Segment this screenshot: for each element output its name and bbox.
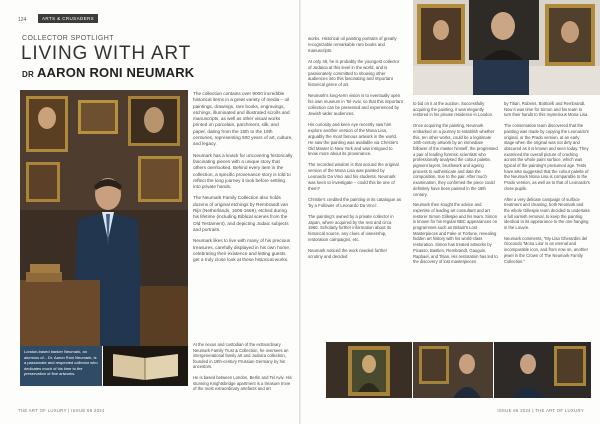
paragraph: Christie's credited the painting in its catalogue as 'by a Follower of Leonardo Da Vinci'. xyxy=(308,196,402,208)
section-tag: ARTS & CRUSADERS xyxy=(38,14,98,23)
paragraph: After a very delicate campaign of surface treatment and cleaning, both Neumark and the whole Gillespie team decided to undertake a full varnish removal, to keep the painting identical to its appearance to the one hanging in the Louvre. xyxy=(504,196,590,231)
restorer-photo xyxy=(413,342,493,398)
footer-right: ISSUE 66 2024 | THE ART OF LUXURY xyxy=(497,408,584,413)
column-3 xyxy=(413,101,498,270)
column-4 xyxy=(504,101,590,269)
paragraph: to bid on it at the auction. Successfully acquiring the painting, it was elegantly restored in his private residence in London. xyxy=(413,101,494,118)
subject-name xyxy=(22,65,194,80)
column-1 xyxy=(193,91,293,268)
paragraph: Neumark likes to live with many of his precious treasures, carefully displayed in his own home, celebrating their existence and letting guests get a truly close look at these historical works. xyxy=(193,238,291,263)
footer-left: THE ART OF LUXURY | ISSUE 66 2024 xyxy=(18,408,105,413)
paragraph: Neumark has a knack for uncovering historically fascinating pieces with a unique story that others overlooked. Behind every item in the collection, a specific provenance story is told to reflect the long journey it took before settling into private hands. xyxy=(193,152,293,190)
paragraph: His curiosity and keen eye recently saw him explore another version of the Mona Lisa, arguably the most famous artwork in the world. He saw the painting was available via Christie's Old Master in New York and was intrigued to know more about its provenance. xyxy=(308,121,399,157)
paragraph: works. Historical oil painting portraits of greatly recognizable remarkable rare books and manuscripts. xyxy=(308,36,397,53)
mona-lisa-photo xyxy=(326,342,412,398)
paragraph: Neumark comments, "My Lisa Gherardini del Giocondo 'Mona Lisa' is an eternal and incomparable icon, and from now on, another jewel in the Crown of The Neumark Family Collection." xyxy=(504,235,589,264)
name-text: AARON RONI NEUMARK xyxy=(36,65,195,80)
paragraph: At only 48, he is probably the youngest collector of Judaica at this level in the world, and is passionately committed to showing other audiences into this fascinating and important historical genre of art. xyxy=(308,58,400,88)
paragraph: The conservation team discovered that the painting was made by copying the Leonardo's original, or the Prado version, at an early stage when the original was not dirty and obscured as it is known and seen today. They examined the overall picture of cracking across the whole paint surface, which was typical of the painting's presumed age. Tests have also suggested that the colour palette of the Neumark Mona Lisa is comparable to the Prado version, as well as to that of Leonardo's close pupils. xyxy=(504,123,590,191)
paragraph: The painting's owned by a private collector in Japan, where acquired by the rest and circa 1960. Scholarly further information about its historical source, any clues of ownership, restoration campaigns, etc. xyxy=(308,213,394,243)
paragraph: by Titian, Rubens, Botticelli and Rembrandt. Now it was time for Simon and his team to turn their hands to this mysterious Mona Lisa. xyxy=(504,101,589,118)
paragraph: The collection contains over 9000 incredible historical items in a great variety of media – oil paintings, drawings, rare books, engravings, etchings, illuminated and illustrated scrolls and manuscripts, as well as other visual works printed on porcelain, parchment, silk, and paper, dating from the 15th to the 19th centuries, representing 500 years of art, culture, and legacy. xyxy=(193,91,293,147)
name-prefix: DR xyxy=(22,70,34,79)
paragraph: Neumark then sought the advice and expertise of leading art consultant and art restorer Simon Gillespie and his team. Simon is known for his regular BBC appearances on programmes such as Britain's Lost Masterpieces and Fake or Fortune, revealing hidden art history with his world-class restoration. Simon has treated artworks by Picasso, Bastien, Rembrandt, Gauguin, Raphael, and Titian. His restoration has led to the discovery of lost masterpieces xyxy=(413,202,498,265)
photo-caption xyxy=(20,346,102,386)
collector-portrait-photo xyxy=(20,90,188,346)
paragraph: At the nexus and custodian of the extraordinary Neumark Family Trust & Collection, he oversees an intergenerational family art and Judaica collection, founded in 19th-century Prussian Germany by his ancestors. xyxy=(193,342,289,370)
paragraph: The Neumark Family Collection also holds dozens of original etchings by Rembrandt van Rijn (Netherlands, 1606-1669), etched during his lifetime (including Biblical scenes from the Old Testament), and depicting Judaic subjects and portraits. xyxy=(193,195,289,232)
open-book-photo xyxy=(103,346,188,386)
caption-text: London-based banker Neumark, an alumnus of... Dr. Aaron Roni Neumark, is a passionate and respected collector who dedicates much of his time to the preservation of fine artworks. xyxy=(24,349,98,377)
page-number: 124 xyxy=(18,17,27,23)
page-title: LIVING WITH ART xyxy=(21,43,192,64)
kicker: COLLECTOR SPOTLIGHT xyxy=(22,35,114,42)
paragraph: Once acquiring the painting, Neumark embarked on a journey to establish whether this, ten other works, could be a legitimate 16th-century artwork by an immediate follower of the master himself, the progressed a pair of leading forensic scientists who professionally analysed the colour palette, pigment layers, brushwork and ageing process to authenticate and date the composition, true to the pair. After much examination, they confirmed the piece could definitely have been painted in the 16th century. xyxy=(413,123,498,197)
paragraph: Neumark's long-term vision is to eventually open his own museum in Tel-Aviv, so that this important collection can be presented and experienced by Jewish wider audiences. xyxy=(308,93,403,116)
column-1b-text xyxy=(193,342,293,397)
page-fold xyxy=(299,0,301,424)
paragraph: The recorded wisdom is that around the original version of the Mona Lisa was painted by Leonardo Da Vinci and his students. Neumark was keen to investigate – could this be one of them? xyxy=(308,162,399,191)
column-2 xyxy=(308,36,403,265)
collector-sitting-photo xyxy=(494,342,591,398)
portrait-painting-photo xyxy=(413,0,600,95)
paragraph: He is based between London, Berlin and Tel Aviv. His stunning Knightsbridge apartment is a treasure trove of the most extraordinary artefacts and art xyxy=(193,374,292,392)
paragraph: Neumark noticed the work needed further scrutiny and decided xyxy=(308,248,388,260)
